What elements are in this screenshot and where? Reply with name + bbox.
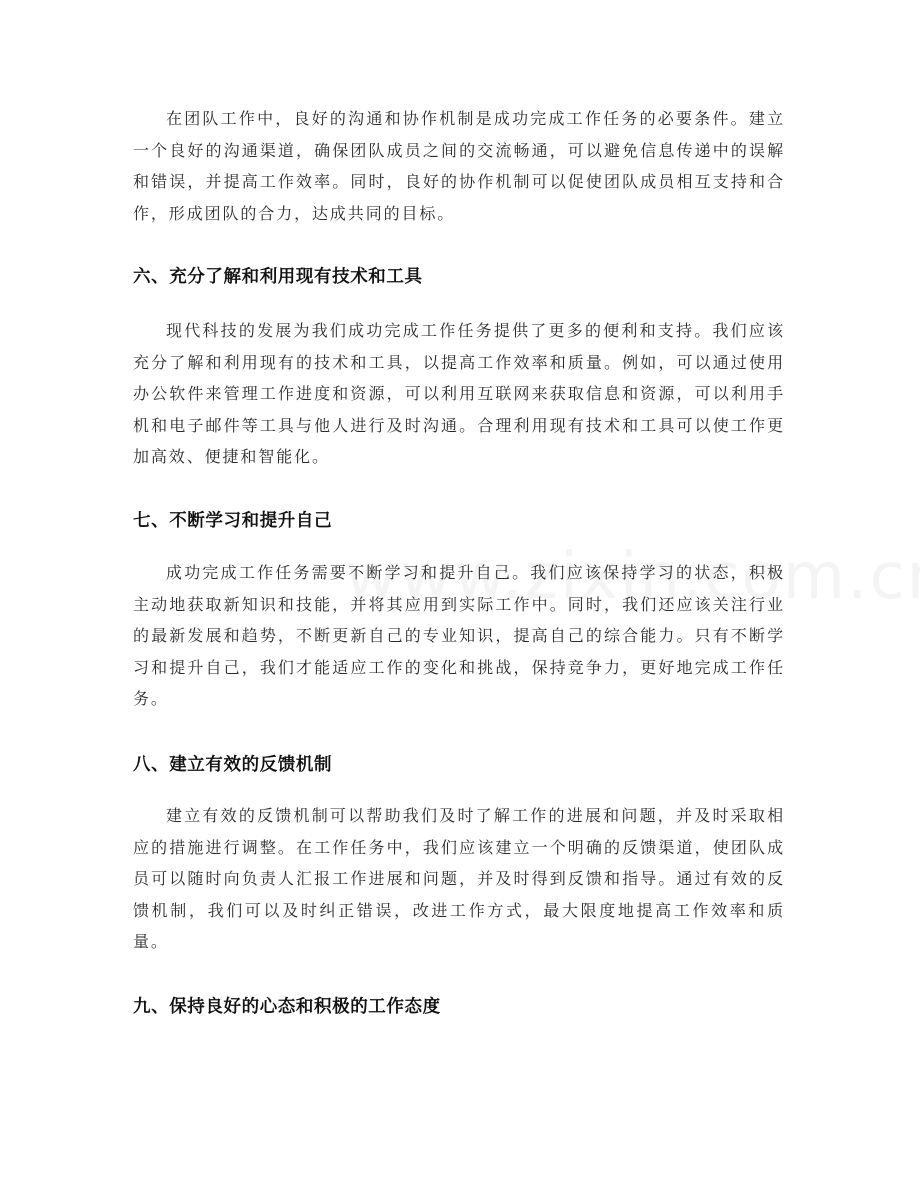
section-6-paragraph: 现代科技的发展为我们成功完成工作任务提供了更多的便利和支持。我们应该充分了解和利用现有的技术和工具，以提高工作效率和质量。例如，可以通过使用办公软件来管理工作进度和资源，可以利用互联网来获取信息和资源，可以利用手机和电子邮件等工具与他人进行及时沟通。合理利用现有技术和工具可以使工作更加高效、便捷和智能化。 bbox=[133, 321, 785, 466]
section-9-heading: 九、保持良好的心态和积极的工作态度 bbox=[133, 997, 441, 1017]
section-8-heading: 八、建立有效的反馈机制 bbox=[133, 755, 333, 775]
section-7-paragraph: 成功完成工作任务需要不断学习和提升自己。我们应该保持学习的状态，积极主动地获取新知识和技能，并将其应用到实际工作中。同时，我们还应该关注行业的最新发展和趋势，不断更新自己的专业知识，提高自己的综合能力。只有不断学习和提升自己，我们才能适应工作的变化和挑战，保持竞争力，更好地完成工作任务。 bbox=[133, 563, 785, 708]
intro-paragraph: 在团队工作中，良好的沟通和协作机制是成功完成工作任务的必要条件。建立一个良好的沟通渠道，确保团队成员之间的交流畅通，可以避免信息传递中的误解和错误，并提高工作效率。同时，良好的协作机制可以促使团队成员相互支持和合作，形成团队的合力，达成共同的目标。 bbox=[133, 109, 785, 223]
section-7-heading: 七、不断学习和提升自己 bbox=[133, 511, 333, 531]
section-6-heading: 六、充分了解和利用现有技术和工具 bbox=[133, 267, 423, 287]
section-8-paragraph: 建立有效的反馈机制可以帮助我们及时了解工作的进展和问题，并及时采取相应的措施进行调整。在工作任务中，我们应该建立一个明确的反馈渠道，使团队成员可以随时向负责人汇报工作进展和问题，并及时得到反馈和指导。通过有效的反馈机制，我们可以及时纠正错误，改进工作方式，最大限度地提高工作效率和质量。 bbox=[133, 806, 785, 951]
